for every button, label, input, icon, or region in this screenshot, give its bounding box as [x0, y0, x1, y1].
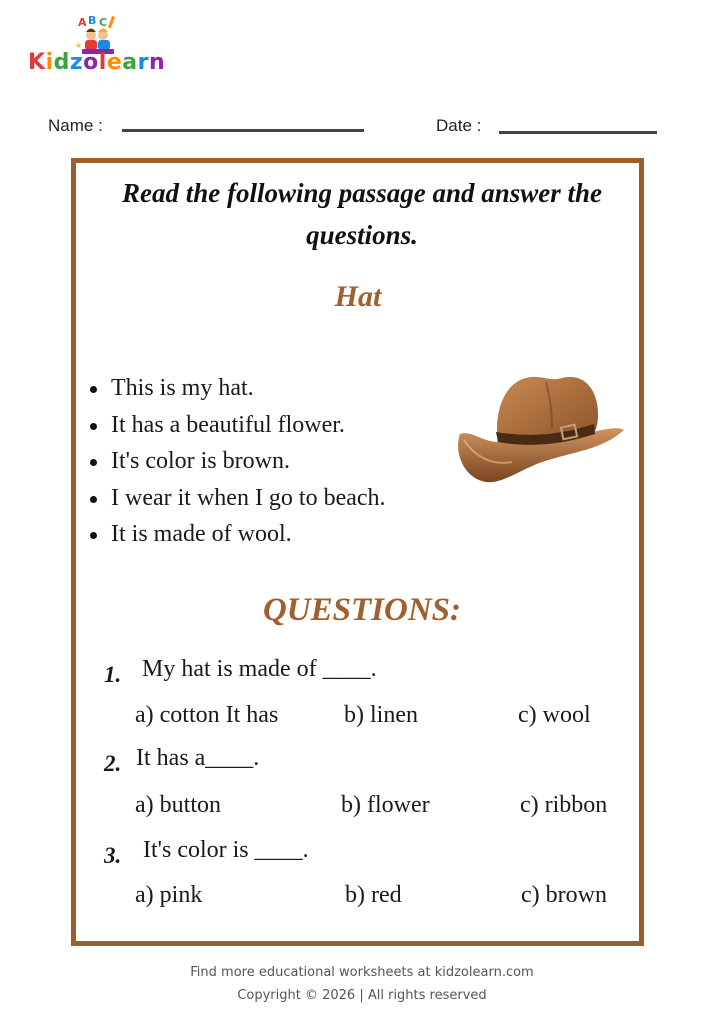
option-a[interactable]: a) button: [135, 792, 221, 818]
option-b[interactable]: b) flower: [341, 792, 430, 818]
svg-text:★: ★: [75, 41, 83, 50]
name-label: Name :: [48, 116, 103, 135]
brand-letter: a: [122, 50, 138, 75]
brand-letter: z: [69, 50, 84, 75]
passage-line: It's color is brown.: [88, 443, 386, 480]
footer-link-text: Find more educational worksheets at kidzolearn.com: [190, 965, 534, 980]
question-text: It's color is ____.: [143, 837, 309, 863]
brand-letter: l: [98, 50, 107, 75]
passage-line: It has a beautiful flower.: [88, 407, 386, 444]
footer-copyright: Copyright © 2026 | All rights reserved: [237, 988, 487, 1003]
brand-letter: i: [45, 50, 54, 75]
svg-text:B: B: [88, 14, 97, 27]
questions-heading: QUESTIONS:: [262, 592, 462, 628]
brand-letter: e: [106, 50, 123, 75]
brand-letter: d: [53, 50, 70, 75]
option-a[interactable]: a) pink: [135, 882, 203, 908]
passage-line: I wear it when I go to beach.: [88, 480, 386, 517]
brand-letter: n: [148, 50, 166, 75]
cowboy-hat-icon: [452, 370, 628, 486]
name-line[interactable]: [122, 129, 364, 132]
question-text: It has a____.: [136, 745, 260, 771]
svg-text:A: A: [78, 16, 87, 29]
question-number: 2.: [104, 751, 122, 776]
brand-letter: r: [137, 50, 149, 75]
option-c[interactable]: c) ribbon: [520, 792, 608, 818]
passage-list: [88, 370, 386, 553]
question-number: 1.: [104, 662, 122, 687]
passage-line: It is made of wool.: [88, 516, 386, 553]
instruction-text: Read the following passage and answer the questions.: [121, 178, 603, 250]
date-label: Date :: [436, 116, 482, 135]
option-c[interactable]: c) brown: [521, 882, 607, 908]
brand-letter: K: [28, 50, 46, 75]
svg-text:C: C: [99, 16, 108, 29]
option-b[interactable]: b) linen: [344, 702, 418, 728]
question-text: My hat is made of ____.: [142, 656, 377, 682]
question-number: 3.: [104, 843, 122, 868]
option-a[interactable]: a) cotton It has: [135, 702, 279, 728]
passage-title: Hat: [334, 280, 382, 313]
passage-line: This is my hat.: [88, 370, 386, 407]
date-line[interactable]: [499, 131, 657, 134]
brand-logo: [28, 50, 165, 75]
brand-letter: o: [83, 50, 99, 75]
option-c[interactable]: c) wool: [518, 702, 591, 728]
option-b[interactable]: b) red: [345, 882, 402, 908]
